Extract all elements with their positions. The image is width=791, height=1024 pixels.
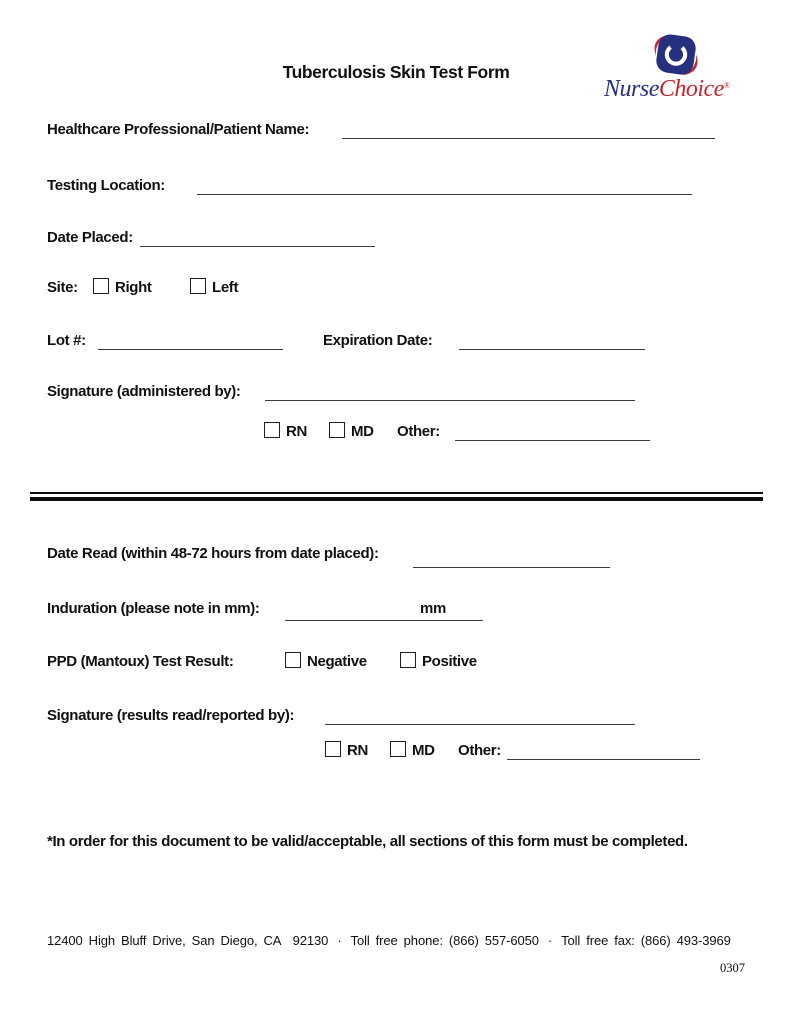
results-rn-label: RN — [347, 742, 368, 759]
administered-other-input-line[interactable] — [455, 440, 650, 441]
administered-other-label: Other: — [397, 423, 440, 440]
site-right-label: Right — [115, 279, 152, 296]
ppd-result-label: PPD (Mantoux) Test Result: — [47, 653, 234, 670]
administered-md-checkbox[interactable] — [329, 422, 345, 438]
expiration-date-label: Expiration Date: — [323, 332, 433, 349]
footer-separator-dot: · — [547, 933, 553, 948]
administered-rn-checkbox[interactable] — [264, 422, 280, 438]
date-read-label: Date Read (within 48-72 hours from date placed): — [47, 545, 379, 562]
date-placed-label: Date Placed: — [47, 229, 133, 246]
testing-location-label: Testing Location: — [47, 177, 165, 194]
testing-location-input-line[interactable] — [197, 194, 692, 195]
footer-fax: Toll free fax: (866) 493-3969 — [561, 933, 731, 948]
lot-number-input-line[interactable] — [98, 349, 283, 350]
ppd-negative-checkbox[interactable] — [285, 652, 301, 668]
site-left-label: Left — [212, 279, 239, 296]
site-right-checkbox[interactable] — [93, 278, 109, 294]
name-input-line[interactable] — [342, 138, 715, 139]
logo-text-nurse: Nurse — [604, 76, 659, 102]
signature-results-label: Signature (results read/reported by): — [47, 707, 295, 724]
nursechoice-logo-wordmark — [604, 74, 730, 101]
lot-number-label: Lot #: — [47, 332, 86, 349]
name-label: Healthcare Professional/Patient Name: — [47, 121, 310, 138]
date-read-input-line[interactable] — [413, 567, 610, 568]
section-divider-thick — [30, 497, 763, 501]
section-divider-thin — [30, 492, 763, 494]
footer-address: 12400 High Bluff Drive, San Diego, CA 92130 — [47, 933, 329, 948]
footer-separator-dot: · — [337, 933, 342, 948]
induration-input-line[interactable] — [285, 620, 483, 621]
footer-contact-line — [47, 933, 731, 948]
footer-phone: Toll free phone: (866) 557-6050 — [350, 933, 539, 948]
nursechoice-logo — [604, 34, 754, 102]
logo-text-choice: Choice — [658, 76, 724, 102]
site-label: Site: — [47, 279, 78, 296]
results-rn-checkbox[interactable] — [325, 741, 341, 757]
ppd-negative-label: Negative — [307, 653, 367, 670]
form-title: Tuberculosis Skin Test Form — [282, 62, 510, 82]
signature-administered-input-line[interactable] — [265, 400, 635, 401]
date-placed-input-line[interactable] — [140, 246, 375, 247]
administered-md-label: MD — [351, 423, 374, 440]
expiration-date-input-line[interactable] — [459, 349, 645, 350]
induration-unit-label: mm — [420, 600, 446, 617]
results-other-input-line[interactable] — [507, 759, 700, 760]
nursechoice-logo-mark-icon — [653, 34, 699, 76]
results-other-label: Other: — [458, 742, 501, 759]
signature-results-input-line[interactable] — [325, 724, 635, 725]
registered-trademark-icon: ® — [723, 81, 730, 90]
site-left-checkbox[interactable] — [190, 278, 206, 294]
results-md-checkbox[interactable] — [390, 741, 406, 757]
induration-label: Induration (please note in mm): — [47, 600, 260, 617]
signature-administered-label: Signature (administered by): — [47, 383, 241, 400]
ppd-positive-label: Positive — [422, 653, 477, 670]
results-md-label: MD — [412, 742, 435, 759]
administered-rn-label: RN — [286, 423, 307, 440]
form-code: 0307 — [720, 961, 745, 975]
completion-note: *In order for this document to be valid/acceptable, all sections of this form must be completed. — [47, 833, 688, 850]
ppd-positive-checkbox[interactable] — [400, 652, 416, 668]
